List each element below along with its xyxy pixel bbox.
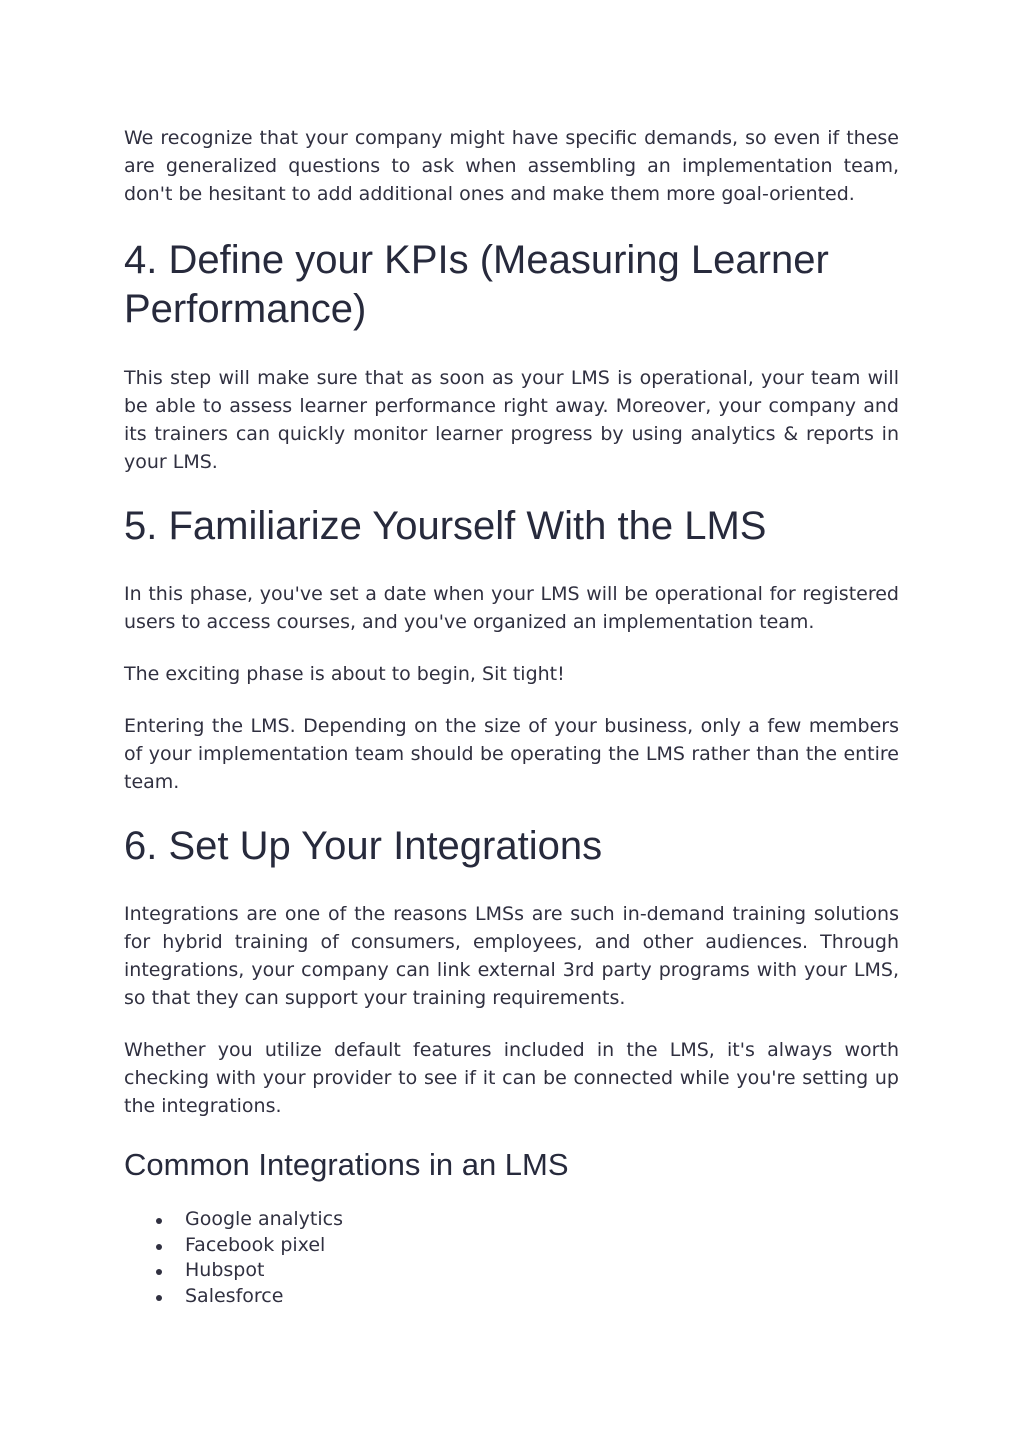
list-item-label: Google analytics — [185, 1208, 343, 1230]
bullet-icon — [156, 1244, 162, 1250]
integrations-paragraph-1: Integrations are one of the reasons LMSs are such in-demand training solutions for hybrid training of consumers, employees, and other audiences. Through integrations, your company can link external 3rd party programs with your LMS, so that they can support your training requirements. — [124, 903, 899, 1009]
section-heading-familiarize: 5. Familiarize Yourself With the LMS — [124, 504, 767, 548]
document-page — [124, 124, 899, 1309]
familiarize-paragraph-2: The exciting phase is about to begin, Sit tight! — [124, 663, 565, 685]
list-item — [124, 1207, 899, 1233]
list-item — [124, 1258, 899, 1284]
familiarize-paragraph-3: Entering the LMS. Depending on the size of your business, only a few members of your implementation team should be operating the LMS rather than the entire team. — [124, 715, 899, 793]
intro-paragraph: We recognize that your company might have specific demands, so even if these are generalized questions to ask when assembling an implementation team, don't be hesitant to add additional ones and make them more goal-oriented. — [124, 127, 899, 205]
section-heading-kpis: 4. Define your KPIs (Measuring Learner Performance) — [124, 238, 829, 331]
list-item — [124, 1233, 899, 1259]
section-heading-integrations: 6. Set Up Your Integrations — [124, 824, 603, 868]
bullet-icon — [156, 1218, 162, 1224]
integrations-list — [124, 1207, 899, 1309]
integrations-paragraph-2: Whether you utilize default features included in the LMS, it's always worth checking with your provider to see if it can be connected while you're setting up the integrations. — [124, 1039, 899, 1117]
bullet-icon — [156, 1295, 162, 1301]
list-item — [124, 1284, 899, 1310]
list-item-label: Facebook pixel — [185, 1233, 326, 1256]
subsection-heading-common-integrations: Common Integrations in an LMS — [124, 1147, 569, 1182]
bullet-icon — [156, 1269, 162, 1275]
list-item-label: Salesforce — [185, 1284, 284, 1307]
kpis-paragraph: This step will make sure that as soon as your LMS is operational, your team will be able to assess learner performance right away. Moreover, your company and its trainers can quickly monitor learner progress by using analytics & reports in your LMS. — [124, 367, 899, 473]
list-item-label: Hubspot — [185, 1259, 265, 1281]
familiarize-paragraph-1: In this phase, you've set a date when your LMS will be operational for registered users to access courses, and you've organized an implementation team. — [124, 583, 899, 633]
